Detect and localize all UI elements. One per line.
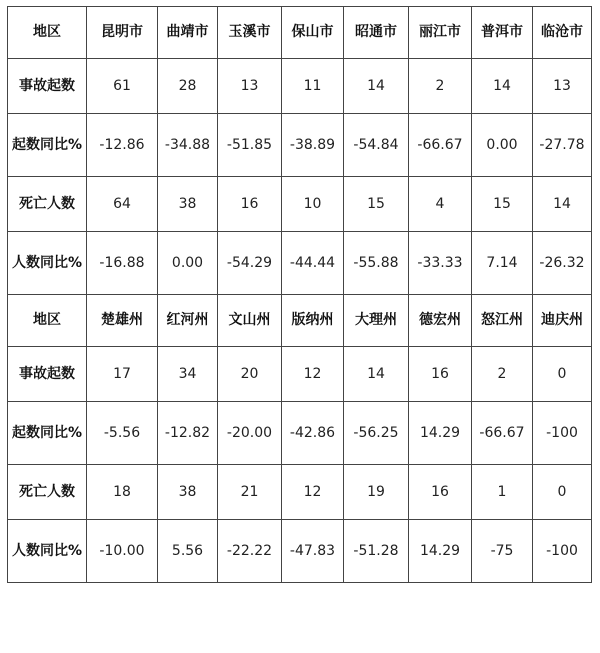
row-label-cell: 人数同比%: [8, 232, 87, 295]
value-cell: 15: [344, 177, 409, 232]
region-name-cell: 文山州: [218, 295, 282, 347]
value-cell: 14: [344, 59, 409, 114]
section2-header-row: [8, 295, 592, 347]
value-cell: 64: [87, 177, 158, 232]
value-cell: 15: [472, 177, 533, 232]
value-cell: 18: [87, 465, 158, 520]
value-cell: -100: [533, 402, 592, 465]
value-cell: -16.88: [87, 232, 158, 295]
region-name-cell: 普洱市: [472, 7, 533, 59]
table-row: [8, 232, 592, 295]
region-name-cell: 红河州: [158, 295, 218, 347]
value-cell: -56.25: [344, 402, 409, 465]
region-name-cell: 昭通市: [344, 7, 409, 59]
value-cell: -34.88: [158, 114, 218, 177]
region-name-cell: 丽江市: [409, 7, 472, 59]
value-cell: 38: [158, 177, 218, 232]
value-cell: -47.83: [282, 520, 344, 583]
value-cell: 2: [409, 59, 472, 114]
value-cell: 16: [409, 465, 472, 520]
value-cell: 38: [158, 465, 218, 520]
value-cell: -26.32: [533, 232, 592, 295]
value-cell: 1: [472, 465, 533, 520]
value-cell: -51.85: [218, 114, 282, 177]
value-cell: 14.29: [409, 520, 472, 583]
value-cell: 14: [344, 347, 409, 402]
value-cell: -75: [472, 520, 533, 583]
region-name-cell: 版纳州: [282, 295, 344, 347]
value-cell: 0.00: [472, 114, 533, 177]
value-cell: -100: [533, 520, 592, 583]
region-name-cell: 大理州: [344, 295, 409, 347]
value-cell: -38.89: [282, 114, 344, 177]
region-label-cell: 地区: [8, 295, 87, 347]
value-cell: 11: [282, 59, 344, 114]
table-row: [8, 465, 592, 520]
value-cell: -22.22: [218, 520, 282, 583]
accident-stats-table-container: [7, 6, 592, 583]
value-cell: -12.82: [158, 402, 218, 465]
value-cell: 4: [409, 177, 472, 232]
value-cell: -54.29: [218, 232, 282, 295]
value-cell: 13: [218, 59, 282, 114]
table-row: [8, 520, 592, 583]
value-cell: -44.44: [282, 232, 344, 295]
value-cell: -20.00: [218, 402, 282, 465]
value-cell: -66.67: [472, 402, 533, 465]
value-cell: 34: [158, 347, 218, 402]
value-cell: 5.56: [158, 520, 218, 583]
region-name-cell: 德宏州: [409, 295, 472, 347]
value-cell: -27.78: [533, 114, 592, 177]
value-cell: 28: [158, 59, 218, 114]
row-label-cell: 起数同比%: [8, 402, 87, 465]
value-cell: -10.00: [87, 520, 158, 583]
value-cell: -42.86: [282, 402, 344, 465]
value-cell: 61: [87, 59, 158, 114]
value-cell: -54.84: [344, 114, 409, 177]
table-row: [8, 402, 592, 465]
region-name-cell: 玉溪市: [218, 7, 282, 59]
value-cell: 21: [218, 465, 282, 520]
value-cell: 19: [344, 465, 409, 520]
value-cell: 16: [218, 177, 282, 232]
region-name-cell: 临沧市: [533, 7, 592, 59]
value-cell: 17: [87, 347, 158, 402]
value-cell: 14.29: [409, 402, 472, 465]
region-label-cell: 地区: [8, 7, 87, 59]
value-cell: 0.00: [158, 232, 218, 295]
value-cell: 12: [282, 465, 344, 520]
row-label-cell: 事故起数: [8, 59, 87, 114]
region-name-cell: 昆明市: [87, 7, 158, 59]
table-row: [8, 59, 592, 114]
value-cell: -66.67: [409, 114, 472, 177]
value-cell: -33.33: [409, 232, 472, 295]
value-cell: 2: [472, 347, 533, 402]
accident-stats-table: [7, 6, 592, 583]
section1-header-row: [8, 7, 592, 59]
value-cell: -12.86: [87, 114, 158, 177]
value-cell: 13: [533, 59, 592, 114]
region-name-cell: 怒江州: [472, 295, 533, 347]
value-cell: 16: [409, 347, 472, 402]
region-name-cell: 迪庆州: [533, 295, 592, 347]
region-name-cell: 楚雄州: [87, 295, 158, 347]
value-cell: 20: [218, 347, 282, 402]
row-label-cell: 死亡人数: [8, 177, 87, 232]
value-cell: 14: [472, 59, 533, 114]
value-cell: 12: [282, 347, 344, 402]
value-cell: -51.28: [344, 520, 409, 583]
value-cell: -55.88: [344, 232, 409, 295]
value-cell: -5.56: [87, 402, 158, 465]
table-row: [8, 177, 592, 232]
row-label-cell: 死亡人数: [8, 465, 87, 520]
region-name-cell: 曲靖市: [158, 7, 218, 59]
table-row: [8, 347, 592, 402]
value-cell: 10: [282, 177, 344, 232]
value-cell: 7.14: [472, 232, 533, 295]
row-label-cell: 事故起数: [8, 347, 87, 402]
value-cell: 0: [533, 347, 592, 402]
value-cell: 14: [533, 177, 592, 232]
region-name-cell: 保山市: [282, 7, 344, 59]
table-body: [8, 7, 592, 583]
value-cell: 0: [533, 465, 592, 520]
row-label-cell: 人数同比%: [8, 520, 87, 583]
row-label-cell: 起数同比%: [8, 114, 87, 177]
table-row: [8, 114, 592, 177]
